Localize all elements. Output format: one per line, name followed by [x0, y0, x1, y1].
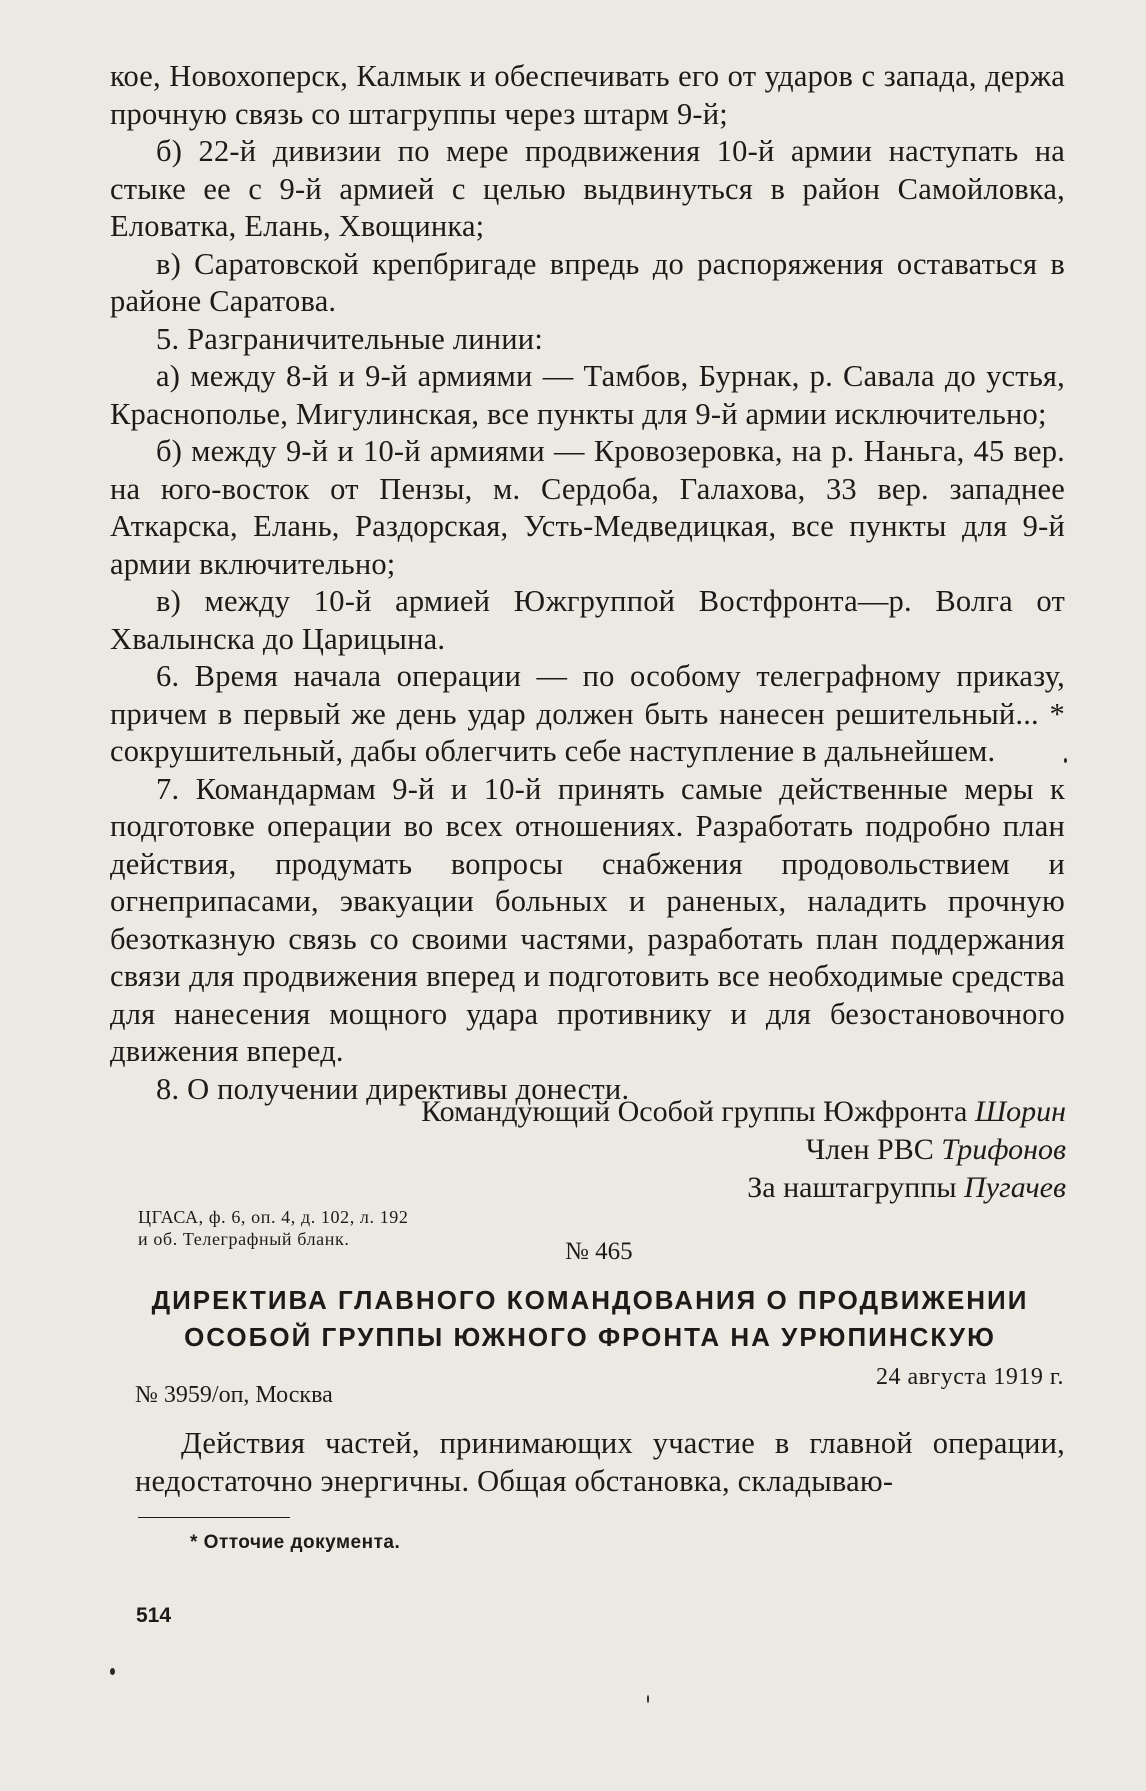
paragraph-boundary-b: б) между 9-й и 10-й армиями — Кровозеровка, на р. Наньга, 45 вер. на юго-восток от Пензы, м. Сердоба, Галахова, 33 вер. западнее Аткарска, Елань, Раздорская, Усть-Медведицкая, все пункты для 9-й армии включительно; — [110, 434, 1065, 581]
paragraph-opening: Действия частей, принимающих участие в главной операции, недостаточно энергичны. Общая обстановка, складываю- — [135, 1426, 1065, 1498]
archive-reference-line: ЦГАСА, ф. 6, оп. 4, д. 102, л. 192 — [138, 1207, 409, 1227]
signature-role: За наштагруппы — [747, 1171, 957, 1204]
document-date: 24 августа 1919 г. — [875, 1364, 1064, 1390]
archive-reference-line: и об. Телеграфный бланк. — [138, 1229, 350, 1249]
print-speck — [110, 1668, 115, 1675]
signature-name: Шорин — [974, 1095, 1066, 1128]
footnote: * Отточие документа. — [190, 1532, 401, 1553]
print-speck — [1064, 758, 1067, 763]
paragraph-boundary-lines-heading: 5. Разграничительные линии: — [156, 321, 544, 356]
paragraph-operation-start: 6. Время начала операции — по особому телеграфному приказу, причем в первый же день удар должен быть нанесен решительный... * сокрушительный, дабы облегчить себе наступление в дальнейшем. — [110, 659, 1065, 768]
paragraph-continuation: кое, Новохоперск, Калмык и обеспечивать его от ударов с запада, держа прочную связь со штагруппы через штарм 9-й; — [110, 59, 1065, 131]
signature-name: Трифонов — [941, 1133, 1066, 1166]
signature-line — [166, 1093, 1066, 1131]
paragraph-item-v-saratov-brigade: в) Саратовской крепбригаде впредь до распоряжения оставаться в районе Саратова. — [110, 246, 1065, 318]
paragraph-boundary-v: в) между 10-й армией Южгруппой Востфронта—р. Волга от Хвалынска до Царицына. — [110, 584, 1065, 656]
paragraph-boundary-a: а) между 8-й и 9-й армиями — Тамбов, Бурнак, р. Савала до устья, Краснополье, Мигулинская, все пункты для 9-й армии исключительно; — [110, 359, 1065, 431]
document-reference: № 3959/оп, Москва — [135, 1382, 333, 1408]
signature-line — [166, 1131, 1066, 1169]
archive-reference — [138, 1206, 409, 1250]
main-text — [110, 58, 1065, 1108]
footnote-divider — [138, 1517, 290, 1518]
signature-role: Командующий Особой группы Южфронта — [421, 1095, 968, 1128]
print-speck — [647, 1695, 649, 1703]
document-title-line: ОСОБОЙ ГРУППЫ ЮЖНОГО ФРОНТА НА УРЮПИНСКУЮ — [184, 1322, 996, 1352]
document-title-line: ДИРЕКТИВА ГЛАВНОГО КОМАНДОВАНИЯ О ПРОДВИЖЕНИИ — [151, 1285, 1029, 1315]
document-title — [130, 1282, 1050, 1356]
document-number: № 465 — [565, 1238, 633, 1265]
signature-line — [166, 1169, 1066, 1207]
document-opening — [135, 1425, 1065, 1500]
paragraph-army-commanders: 7. Командармам 9-й и 10-й принять самые действенные меры к подготовке операции во всех отношениях. Разработать подробно план действия, продумать вопросы снабжения продовольствием и огнеприпасами, эвакуации больных и раненых, наладить прочную безотказную связь со своими частями, разработать план поддержания связи для продвижения вперед и подготовить все необходимые средства для нанесения мощного удара противнику и для безостановочного движения вперед. — [110, 771, 1065, 1068]
paragraph-item-b-22-division: б) 22-й дивизии по мере продвижения 10-й армии наступать на стыке ее с 9-й армией с целью выдвинуться в район Самойловка, Еловатка, Елань, Хвощинка; — [110, 134, 1065, 243]
page-number: 514 — [136, 1604, 172, 1627]
signature-block — [166, 1093, 1066, 1207]
signature-role: Член РВС — [805, 1133, 934, 1166]
signature-name: Пугачев — [964, 1171, 1066, 1204]
paragraph-acknowledge: 8. О получении директивы донести. — [156, 1071, 630, 1106]
